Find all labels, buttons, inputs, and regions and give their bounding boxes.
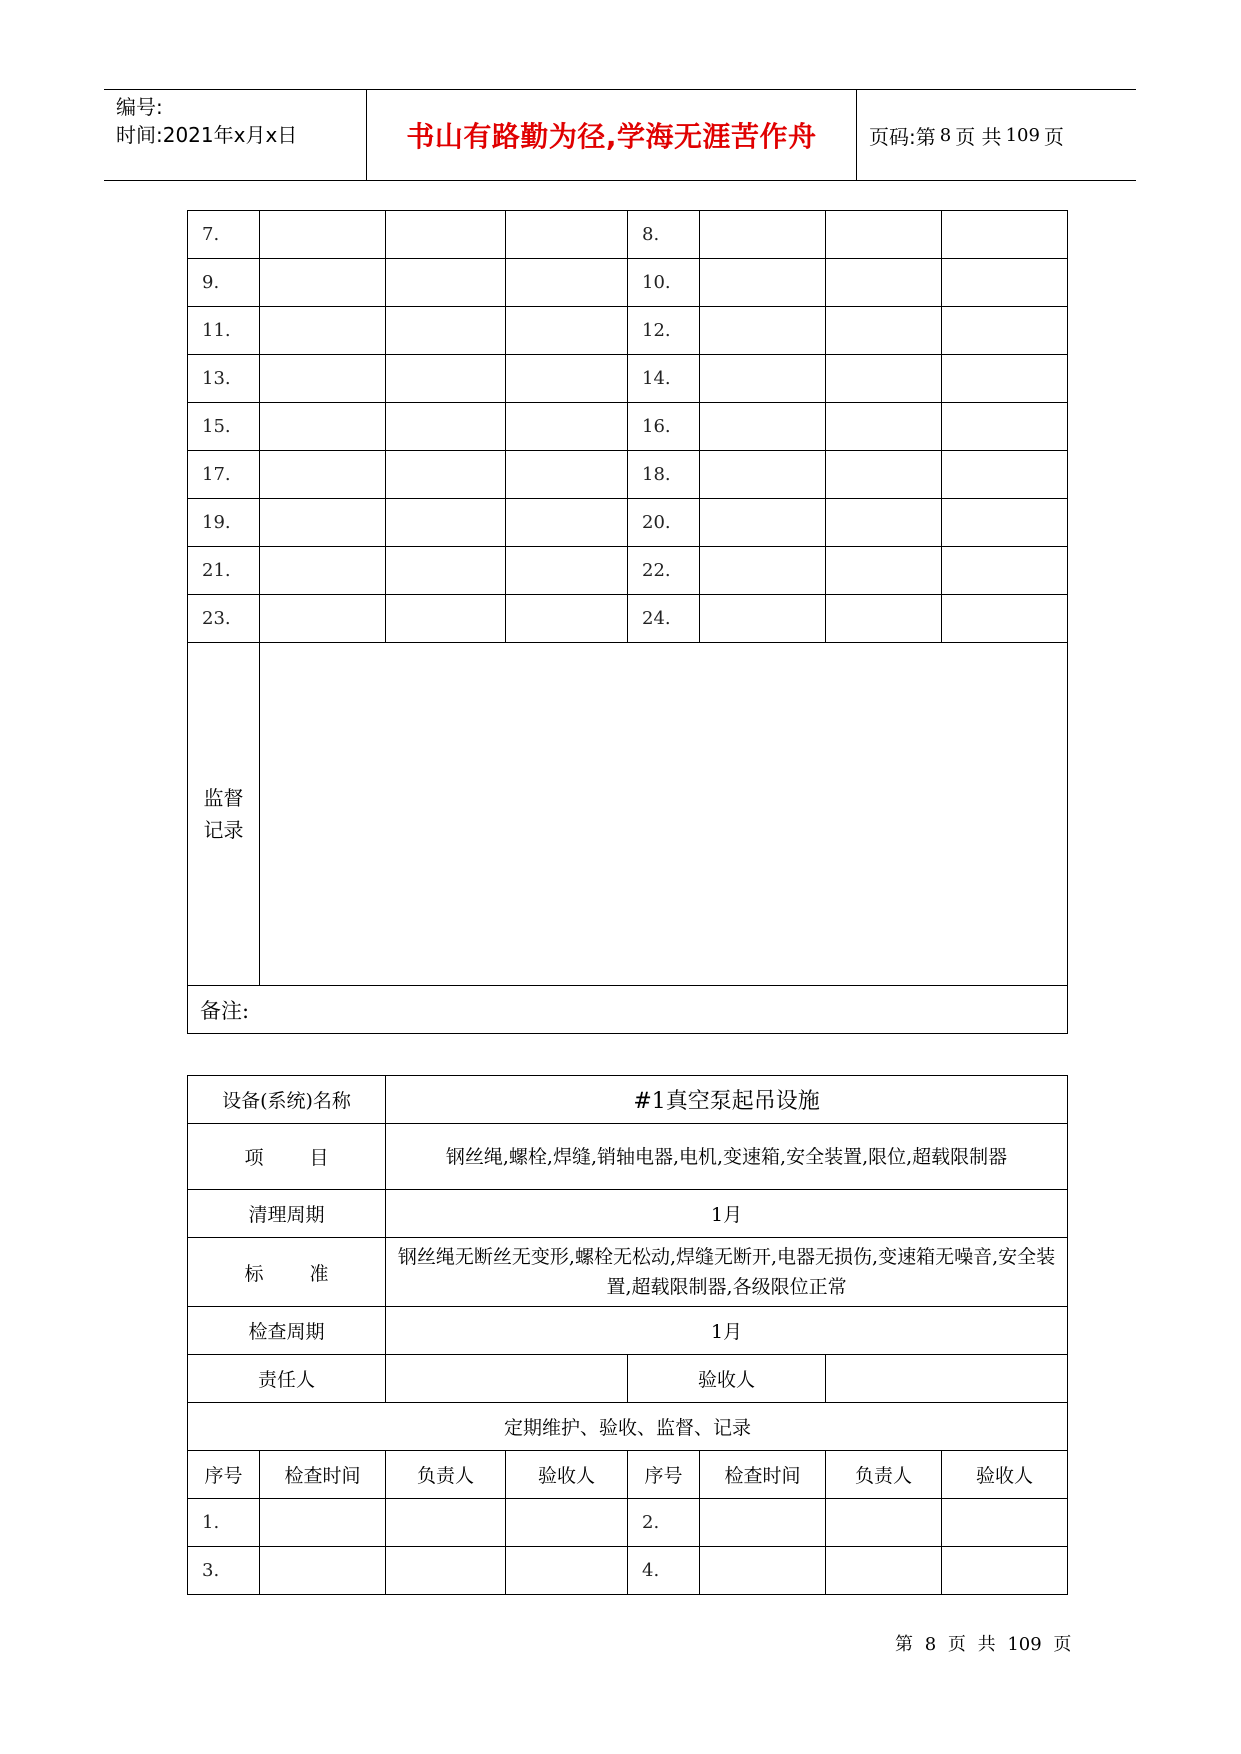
seq-cell: 19. — [188, 499, 260, 547]
empty-cell[interactable] — [942, 259, 1068, 307]
column-header: 验收人 — [942, 1451, 1068, 1499]
seq-cell: 16. — [628, 403, 700, 451]
empty-cell[interactable] — [826, 595, 942, 643]
responsible-row — [188, 1355, 1068, 1403]
empty-cell[interactable] — [260, 355, 386, 403]
empty-cell[interactable] — [386, 451, 506, 499]
empty-cell[interactable] — [386, 307, 506, 355]
section-title-row — [188, 1403, 1068, 1451]
seq-cell: 11. — [188, 307, 260, 355]
empty-cell[interactable] — [386, 547, 506, 595]
table-row — [188, 211, 1068, 259]
supervision-label — [188, 643, 260, 986]
column-header: 检查时间 — [700, 1451, 826, 1499]
item-label-text: 项 目 — [244, 1147, 329, 1169]
seq-cell: 3. — [188, 1547, 260, 1595]
empty-cell[interactable] — [260, 547, 386, 595]
empty-cell[interactable] — [942, 211, 1068, 259]
empty-cell[interactable] — [260, 595, 386, 643]
empty-cell[interactable] — [700, 355, 826, 403]
clean-cycle-row — [188, 1190, 1068, 1238]
record-table-continued — [187, 210, 1068, 1034]
column-header: 负责人 — [386, 1451, 506, 1499]
item-row — [188, 1124, 1068, 1190]
supervision-record-area[interactable] — [260, 643, 1068, 986]
clean-cycle-value: 1月 — [386, 1190, 1068, 1238]
standard-row — [188, 1238, 1068, 1307]
empty-cell[interactable] — [700, 547, 826, 595]
empty-cell[interactable] — [700, 1499, 826, 1547]
table-row — [188, 451, 1068, 499]
clean-cycle-label: 清理周期 — [188, 1190, 386, 1238]
empty-cell[interactable] — [826, 259, 942, 307]
header-left — [104, 90, 367, 180]
acceptor-value[interactable] — [826, 1355, 1068, 1403]
seq-cell: 7. — [188, 211, 260, 259]
empty-cell[interactable] — [260, 403, 386, 451]
empty-cell[interactable] — [700, 211, 826, 259]
empty-cell[interactable] — [700, 259, 826, 307]
empty-cell[interactable] — [386, 403, 506, 451]
seq-cell: 14. — [628, 355, 700, 403]
empty-cell[interactable] — [260, 1547, 386, 1595]
check-cycle-label: 检查周期 — [188, 1307, 386, 1355]
empty-cell[interactable] — [826, 307, 942, 355]
page-mid: 页 共 — [955, 124, 1002, 149]
remark-row — [188, 986, 1068, 1034]
seq-cell: 13. — [188, 355, 260, 403]
empty-cell[interactable] — [942, 595, 1068, 643]
column-header: 序号 — [188, 1451, 260, 1499]
empty-cell[interactable] — [700, 595, 826, 643]
number-label: 编号: — [116, 95, 163, 119]
empty-cell[interactable] — [942, 451, 1068, 499]
supervision-row — [188, 643, 1068, 986]
empty-cell[interactable] — [506, 355, 628, 403]
seq-cell: 20. — [628, 499, 700, 547]
empty-cell[interactable] — [386, 259, 506, 307]
empty-cell[interactable] — [700, 499, 826, 547]
page-header — [104, 89, 1136, 181]
empty-cell[interactable] — [260, 259, 386, 307]
table-row — [188, 1547, 1068, 1595]
responsible-label: 责任人 — [188, 1355, 386, 1403]
seq-cell: 8. — [628, 211, 700, 259]
equipment-value: #1真空泵起吊设施 — [386, 1076, 1068, 1124]
table-row — [188, 355, 1068, 403]
seq-cell: 17. — [188, 451, 260, 499]
empty-cell[interactable] — [942, 1499, 1068, 1547]
empty-cell[interactable] — [826, 211, 942, 259]
empty-cell[interactable] — [942, 499, 1068, 547]
seq-cell: 15. — [188, 403, 260, 451]
remark-label: 备注: — [188, 986, 1068, 1034]
seq-cell: 18. — [628, 451, 700, 499]
standard-label-text: 标 准 — [244, 1262, 329, 1285]
empty-cell[interactable] — [386, 355, 506, 403]
table-row — [188, 1499, 1068, 1547]
empty-cell[interactable] — [826, 499, 942, 547]
time-label: 时间:2021年x月x日 — [116, 123, 298, 147]
empty-cell[interactable] — [506, 499, 628, 547]
empty-cell[interactable] — [506, 307, 628, 355]
table-row — [188, 499, 1068, 547]
equipment-label: 设备(系统)名称 — [188, 1076, 386, 1124]
seq-cell: 4. — [628, 1547, 700, 1595]
table-row — [188, 259, 1068, 307]
empty-cell[interactable] — [700, 307, 826, 355]
seq-cell: 9. — [188, 259, 260, 307]
empty-cell[interactable] — [386, 1499, 506, 1547]
empty-cell[interactable] — [700, 1547, 826, 1595]
empty-cell[interactable] — [386, 1547, 506, 1595]
empty-cell[interactable] — [942, 1547, 1068, 1595]
empty-cell[interactable] — [826, 451, 942, 499]
seq-cell: 23. — [188, 595, 260, 643]
empty-cell[interactable] — [826, 403, 942, 451]
column-header: 验收人 — [506, 1451, 628, 1499]
empty-cell[interactable] — [700, 451, 826, 499]
empty-cell[interactable] — [826, 355, 942, 403]
column-header: 序号 — [628, 1451, 700, 1499]
check-cycle-row — [188, 1307, 1068, 1355]
section-title: 定期维护、验收、监督、记录 — [188, 1403, 1068, 1451]
empty-cell[interactable] — [260, 499, 386, 547]
check-cycle-value: 1月 — [386, 1307, 1068, 1355]
empty-cell[interactable] — [260, 307, 386, 355]
empty-cell[interactable] — [700, 403, 826, 451]
seq-cell: 2. — [628, 1499, 700, 1547]
empty-cell[interactable] — [826, 547, 942, 595]
seq-cell: 24. — [628, 595, 700, 643]
item-value: 钢丝绳,螺栓,焊缝,销轴电器,电机,变速箱,安全装置,限位,超载限制器 — [386, 1124, 1068, 1190]
empty-cell[interactable] — [506, 547, 628, 595]
page-number: 8 — [939, 124, 952, 146]
empty-cell[interactable] — [506, 403, 628, 451]
empty-cell[interactable] — [386, 211, 506, 259]
page-prefix: 页码:第 — [869, 124, 936, 149]
page-indicator — [857, 90, 1136, 180]
responsible-value[interactable] — [386, 1355, 628, 1403]
empty-cell[interactable] — [386, 499, 506, 547]
table-row — [188, 547, 1068, 595]
empty-cell[interactable] — [942, 403, 1068, 451]
empty-cell[interactable] — [942, 307, 1068, 355]
column-header: 负责人 — [826, 1451, 942, 1499]
seq-cell: 12. — [628, 307, 700, 355]
table-row — [188, 403, 1068, 451]
empty-cell[interactable] — [506, 1499, 628, 1547]
seq-cell: 22. — [628, 547, 700, 595]
column-header: 检查时间 — [260, 1451, 386, 1499]
empty-cell[interactable] — [386, 595, 506, 643]
empty-cell[interactable] — [826, 1499, 942, 1547]
empty-cell[interactable] — [506, 1547, 628, 1595]
page-footer: 第 8 页 共 109 页 — [895, 1634, 1072, 1655]
empty-cell[interactable] — [942, 355, 1068, 403]
table-row — [188, 307, 1068, 355]
empty-cell[interactable] — [260, 211, 386, 259]
standard-label — [188, 1238, 386, 1307]
seq-cell: 10. — [628, 259, 700, 307]
empty-cell[interactable] — [506, 451, 628, 499]
empty-cell[interactable] — [506, 211, 628, 259]
equipment-table — [187, 1075, 1068, 1595]
empty-cell[interactable] — [942, 547, 1068, 595]
empty-cell[interactable] — [260, 451, 386, 499]
seq-cell: 1. — [188, 1499, 260, 1547]
supervision-label-line2: 记录 — [203, 818, 244, 842]
empty-cell[interactable] — [260, 1499, 386, 1547]
standard-value: 钢丝绳无断丝无变形,螺栓无松动,焊缝无断开,电器无损伤,变速箱无噪音,安全装置,超载限制器,各级限位正常 — [386, 1238, 1068, 1307]
page-total: 109 — [1005, 124, 1040, 146]
empty-cell[interactable] — [506, 259, 628, 307]
item-label — [188, 1124, 386, 1190]
motto: 书山有路勤为径,学海无涯苦作舟 — [367, 90, 857, 180]
empty-cell[interactable] — [506, 595, 628, 643]
acceptor-label: 验收人 — [628, 1355, 826, 1403]
column-header-row — [188, 1451, 1068, 1499]
seq-cell: 21. — [188, 547, 260, 595]
equipment-row — [188, 1076, 1068, 1124]
page-suffix: 页 — [1043, 124, 1064, 149]
table-row — [188, 595, 1068, 643]
supervision-label-line1: 监督 — [203, 786, 244, 810]
empty-cell[interactable] — [826, 1547, 942, 1595]
